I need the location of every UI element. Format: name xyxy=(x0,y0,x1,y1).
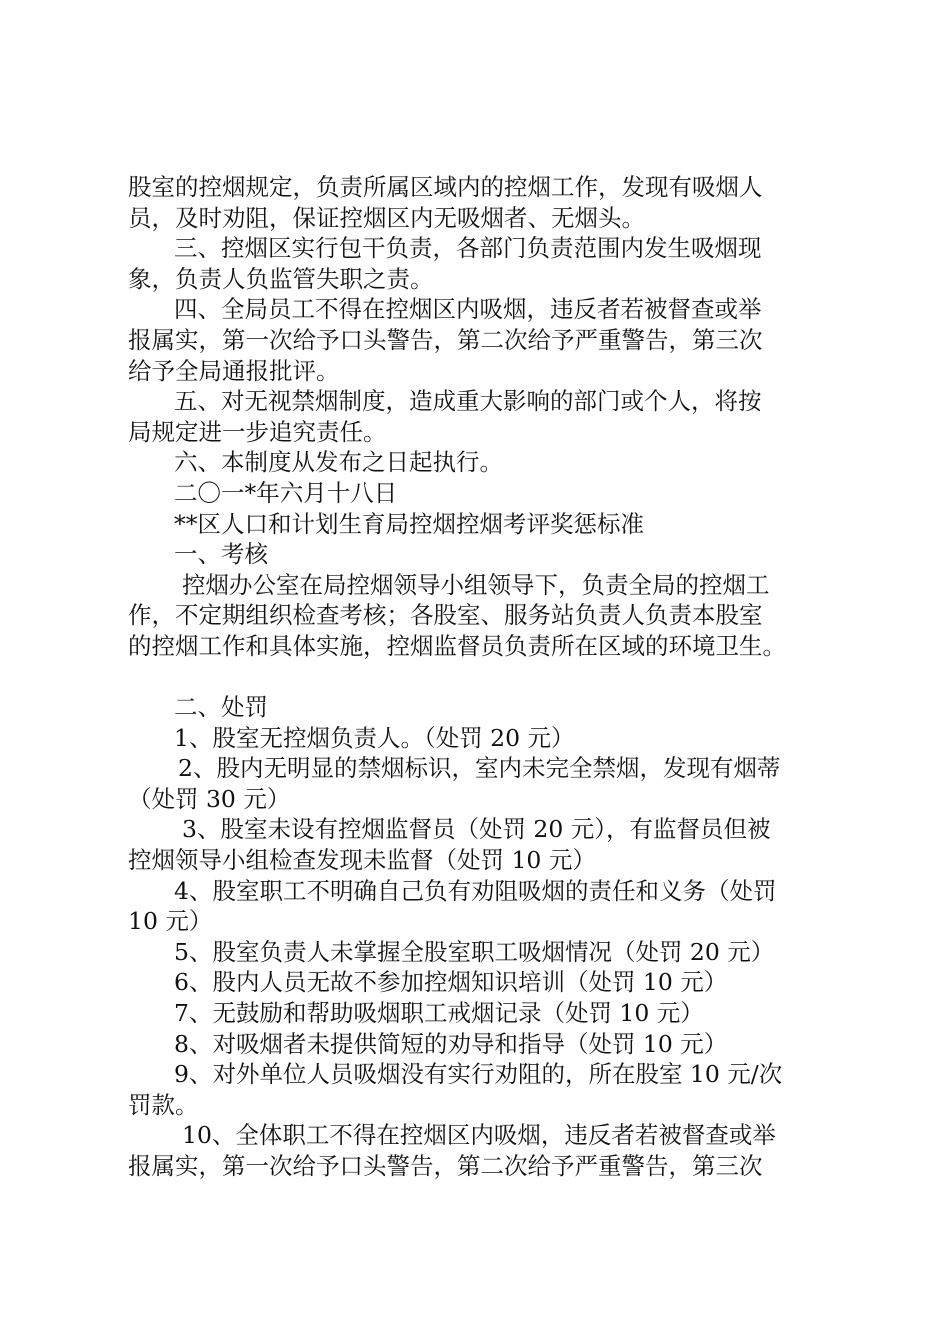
text-line: 股室的控烟规定，负责所属区域内的控烟工作，发现有吸烟人 xyxy=(128,173,763,201)
list-item: 4、股室职工不明确自己负有劝阻吸烟的责任和义务（处罚 xyxy=(174,876,777,905)
section-heading: 二、处罚 xyxy=(174,693,268,722)
list-item: 9、对外单位人员吸烟没有实行劝阻的，所在股室 10 元/次 xyxy=(174,1060,783,1089)
list-item: 7、无鼓励和帮助吸烟职工戒烟记录（处罚 10 元） xyxy=(174,999,704,1028)
text-line: 三、控烟区实行包干负责，各部门负责范围内发生吸烟现 xyxy=(174,234,762,263)
text-line: 报属实，第一次给予口头警告，第二次给予严重警告，第三次 xyxy=(128,1152,763,1180)
section-heading: 一、考核 xyxy=(174,540,268,569)
text-line: 的控烟工作和具体实施，控烟监督员负责所在区域的环境卫生。 xyxy=(128,631,786,660)
text-line: 员，及时劝阻，保证控烟区内无吸烟者、无烟头。 xyxy=(128,203,645,232)
text-line: 四、全局员工不得在控烟区内吸烟，违反者若被督查或举 xyxy=(174,295,762,324)
text-line: 10 元） xyxy=(128,907,213,936)
list-item: 3、股室未设有控烟监督员（处罚 20 元），有监督员但被 xyxy=(182,815,771,844)
text-line: 罚款。 xyxy=(128,1090,199,1119)
document-date: 二〇一*年六月十八日 xyxy=(174,478,398,507)
text-line: 报属实，第一次给予口头警告，第二次给予严重警告，第三次 xyxy=(128,325,763,354)
text-line: （处罚 30 元） xyxy=(128,784,291,813)
list-item: 1、股室无控烟负责人。（处罚 20 元） xyxy=(174,723,575,752)
text-line: 给予全局通报批评。 xyxy=(128,356,340,385)
list-item: 10、全体职工不得在控烟区内吸烟，违反者若被督查或举 xyxy=(182,1121,776,1150)
text-line: 作，不定期组织检查考核；各股室、服务站负责人负责本股室 xyxy=(128,601,763,630)
text-line: 局规定进一步追究责任。 xyxy=(128,417,387,446)
list-item: 5、股室负责人未掌握全股室职工吸烟情况（处罚 20 元） xyxy=(174,937,775,966)
text-line: 控烟办公室在局控烟领导小组领导下，负责全局的控烟工 xyxy=(182,570,770,599)
blank-line xyxy=(128,662,858,693)
text-line: 控烟领导小组检查发现未监督（处罚 10 元） xyxy=(128,846,596,875)
list-item: 8、对吸烟者未提供简短的劝导和指导（处罚 10 元） xyxy=(174,1029,728,1058)
text-line: 五、对无视禁烟制度，造成重大影响的部门或个人，将按 xyxy=(174,387,762,416)
text-line: 六、本制度从发布之日起执行。 xyxy=(174,448,503,477)
section-title: **区人口和计划生育局控烟控烟考评奖惩标准 xyxy=(174,509,644,538)
list-item: 6、股内人员无故不参加控烟知识培训（处罚 10 元） xyxy=(174,968,728,997)
list-item: 2、股内无明显的禁烟标识，室内未完全禁烟，发现有烟蒂 xyxy=(178,754,781,783)
document-body xyxy=(128,172,858,1182)
text-line: 象，负责人负监管失职之责。 xyxy=(128,264,434,293)
